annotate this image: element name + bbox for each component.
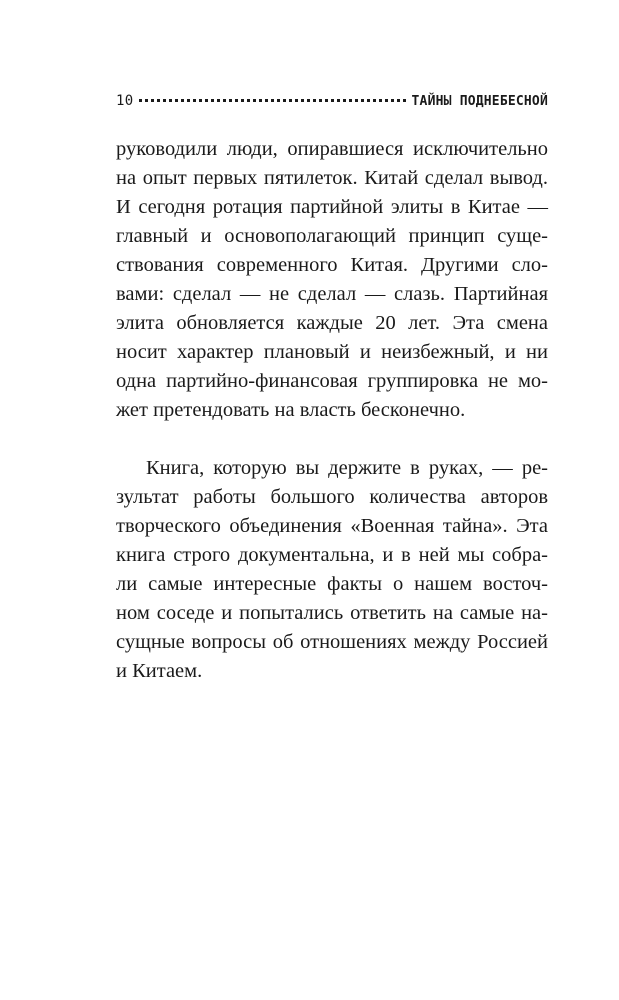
paragraph-gap [116, 425, 548, 454]
text-line: И сегодня ротация партийной элиты в Китае — [116, 196, 548, 218]
text-line: главный и основополагающий принцип суще- [116, 225, 548, 247]
text-line: носит характер плановый и неизбежный, и ни [116, 341, 548, 363]
text-line: жет претендовать на власть бесконечно. [116, 399, 466, 421]
text-line: Книга, которую вы держите в руках, — ре- [146, 457, 548, 479]
text-line: сущные вопросы об отношениях между Россией [116, 631, 548, 653]
text-line: книга строго документальна, и в ней мы собра- [116, 544, 548, 566]
text-line: творческого объединения «Военная тайна». Эта [116, 515, 548, 537]
text-line: зультат работы большого количества авторов [116, 486, 548, 508]
text-line: ли самые интересные факты о нашем восточ- [116, 573, 548, 595]
running-head [116, 93, 548, 115]
page-number: 10 [116, 93, 134, 109]
paragraph-2 [116, 454, 548, 686]
text-line: элита обновляется каждые 20 лет. Эта смена [116, 312, 548, 334]
text-line: и Китаем. [116, 660, 203, 682]
text-line: одна партийно-финансовая группировка не мо- [116, 370, 548, 392]
body-text [116, 135, 548, 686]
text-line: руководили люди, опиравшиеся исключительно [116, 138, 548, 160]
text-line: ном соседе и попытались ответить на самые на- [116, 602, 548, 624]
dot-leader [139, 99, 405, 102]
text-line: ствования современного Китая. Другими сло- [116, 254, 548, 276]
paragraph-1 [116, 135, 548, 425]
book-title: ТАЙНЫ ПОДНЕБЕСНОЙ [411, 94, 548, 109]
text-line: на опыт первых пятилеток. Китай сделал вывод. [116, 167, 548, 189]
text-line: вами: сделал — не сделал — слазь. Партийная [116, 283, 548, 305]
